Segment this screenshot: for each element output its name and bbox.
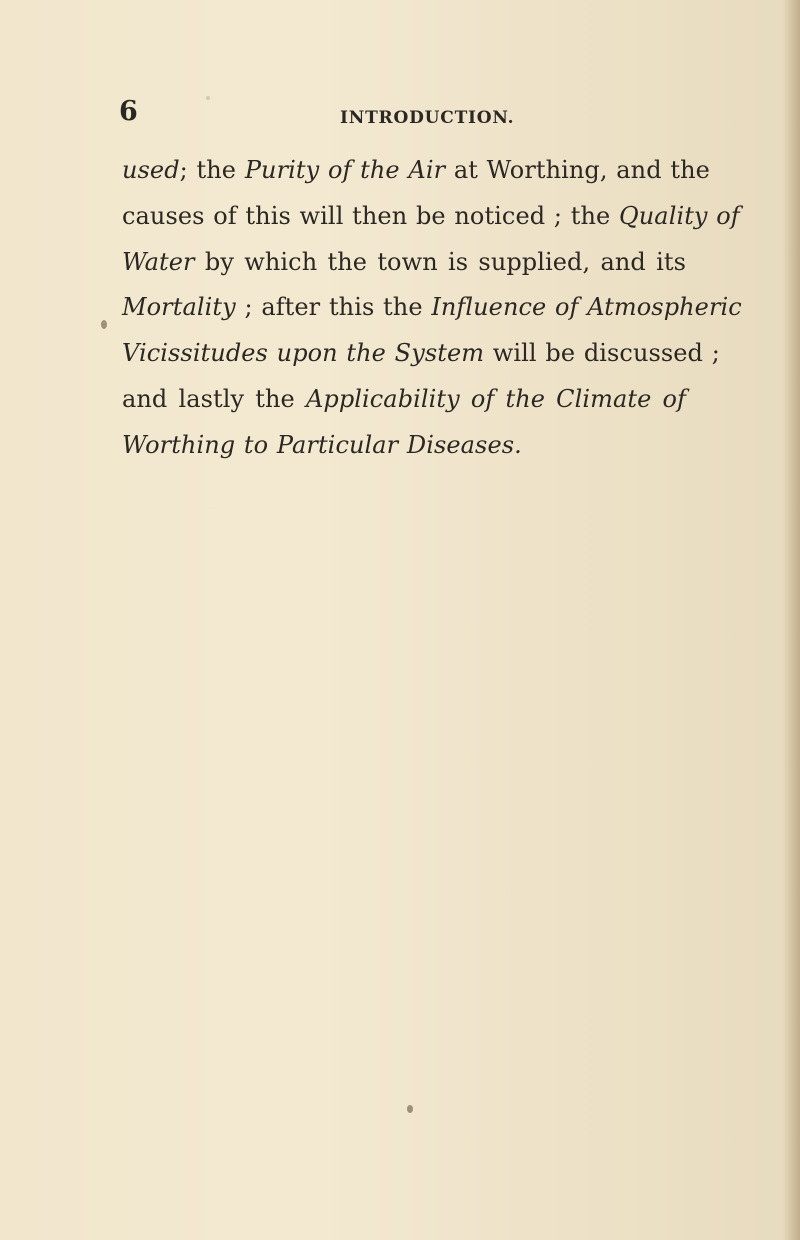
text-italic: Vicissitudes upon the System xyxy=(122,339,485,368)
text: by which the town is supplied, and its xyxy=(194,247,686,276)
text: and lastly the xyxy=(122,384,306,413)
paper-speck xyxy=(206,96,210,100)
text: at Worthing, and the xyxy=(445,156,710,184)
text-line-1 xyxy=(122,148,710,194)
text-italic: Purity of the Air xyxy=(244,156,446,184)
text-line-5 xyxy=(122,331,720,377)
text-line-3 xyxy=(122,240,686,286)
text-line-7 xyxy=(122,423,686,469)
text: will be discussed ; xyxy=(484,339,720,368)
text-italic: Mortality xyxy=(122,293,236,322)
page-number: 6 xyxy=(119,96,138,127)
text: ; the xyxy=(179,156,245,184)
text-italic: Water xyxy=(122,247,195,276)
text: ; after this the xyxy=(235,293,432,322)
paper-speck xyxy=(101,320,107,329)
running-head: INTRODUCTION. xyxy=(340,108,515,128)
text-italic: Worthing to Particular Diseases. xyxy=(122,430,522,459)
text: causes of this will then be noticed ; the xyxy=(122,201,620,230)
text-line-4 xyxy=(122,285,742,331)
text-italic: Quality of xyxy=(619,201,740,230)
text-line-6 xyxy=(122,377,686,423)
paper-speck xyxy=(407,1105,413,1113)
text-italic: Applicability of the Climate of xyxy=(305,384,686,413)
text-italic: Influence of Atmospheric xyxy=(431,293,742,322)
page-edge-shadow xyxy=(782,0,800,1240)
text-line-2 xyxy=(122,194,740,240)
text-italic: used xyxy=(122,156,180,184)
body-paragraph xyxy=(122,148,742,469)
